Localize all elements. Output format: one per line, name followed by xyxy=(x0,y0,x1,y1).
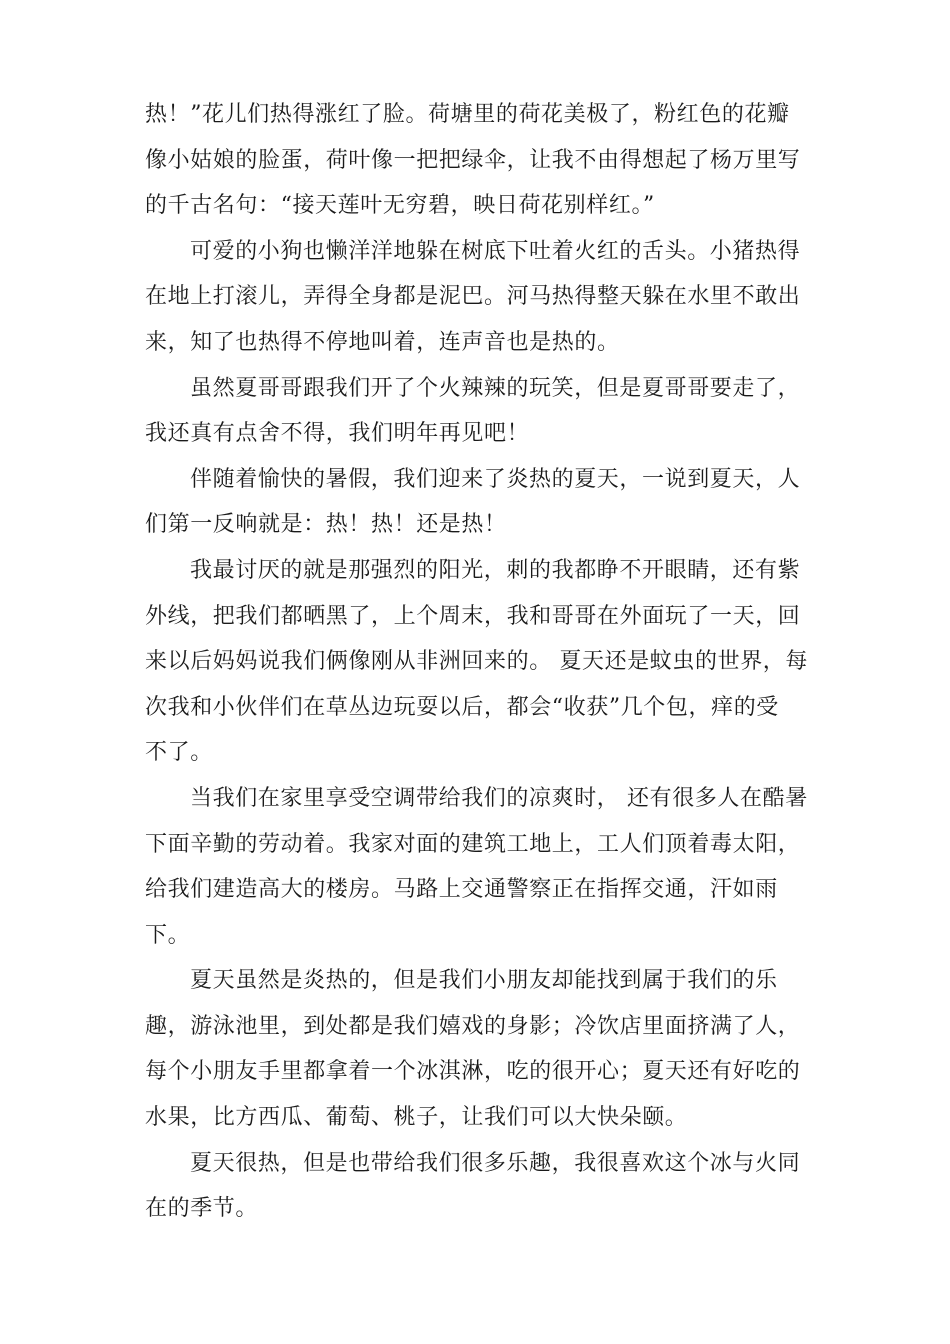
paragraph xyxy=(145,958,810,1140)
text-line: 我最讨厌的就是那强烈的阳光，刺的我都睁不开眼睛，还有紫 xyxy=(190,557,801,583)
text-line: 次我和小伙伴们在草丛边玩耍以后，都会“收获”几个包，痒的受 xyxy=(145,694,779,720)
paragraph xyxy=(145,457,810,548)
text-line: 在的季节。 xyxy=(145,1196,259,1222)
paragraph xyxy=(145,548,810,776)
text-line: 给我们建造高大的楼房。马路上交通警察正在指挥交通，汗如雨 xyxy=(145,877,778,903)
text-line: 不了。 xyxy=(145,740,213,766)
text-line: 趣，游泳池里，到处都是我们嬉戏的身影；冷饮店里面挤满了人， xyxy=(145,1013,801,1039)
paragraph xyxy=(145,1141,810,1232)
text-line: 夏天虽然是炎热的，但是我们小朋友却能找到属于我们的乐 xyxy=(190,968,778,994)
text-line: 像小姑娘的脸蛋，荷叶像一把把绿伞，让我不由得想起了杨万里写 xyxy=(145,147,801,173)
paragraph xyxy=(145,776,810,958)
text-line: 下面辛勤的劳动着。我家对面的建筑工地上，工人们顶着毒太阳， xyxy=(145,831,801,857)
text-line: 热！”花儿们热得涨红了脸。荷塘里的荷花美极了，粉红色的花瓣 xyxy=(145,102,790,127)
paragraph xyxy=(145,229,810,366)
text-line: 们第一反响就是：热！热！还是热！ xyxy=(145,512,507,538)
text-line: 可爱的小狗也懒洋洋地躲在树底下吐着火红的舌头。小猪热得 xyxy=(190,238,801,264)
text-line: 伴随着愉快的暑假，我们迎来了炎热的夏天，一说到夏天，人 xyxy=(190,466,801,492)
text-line: 来，知了也热得不停地叫着，连声音也是热的。 xyxy=(145,329,620,355)
text-line: 来以后妈妈说我们俩像刚从非洲回来的。 夏天还是蚊虫的世界，每 xyxy=(145,649,808,675)
text-line: 每个小朋友手里都拿着一个冰淇淋，吃的很开心；夏天还有好吃的 xyxy=(145,1059,801,1085)
paragraph xyxy=(145,92,810,229)
text-line: 当我们在家里享受空调带给我们的凉爽时， 还有很多人在酷暑 xyxy=(190,785,808,811)
text-line: 的千古名句：“接天莲叶无穷碧，映日荷花别样红。” xyxy=(145,193,655,219)
text-line: 在地上打滚儿，弄得全身都是泥巴。河马热得整天躲在水里不敢出 xyxy=(145,284,801,310)
text-line: 夏天很热，但是也带给我们很多乐趣，我很喜欢这个冰与火同 xyxy=(190,1150,801,1176)
text-line: 外线，把我们都晒黑了，上个周末，我和哥哥在外面玩了一天，回 xyxy=(145,603,801,629)
text-line: 我还真有点舍不得，我们明年再见吧！ xyxy=(145,421,530,447)
text-line: 虽然夏哥哥跟我们开了个火辣辣的玩笑，但是夏哥哥要走了， xyxy=(190,375,801,401)
paragraph xyxy=(145,366,810,457)
document-body xyxy=(145,92,810,1232)
text-line: 下。 xyxy=(145,922,191,948)
text-line: 水果，比方西瓜、葡萄、桃子，让我们可以大快朵颐。 xyxy=(145,1105,688,1131)
